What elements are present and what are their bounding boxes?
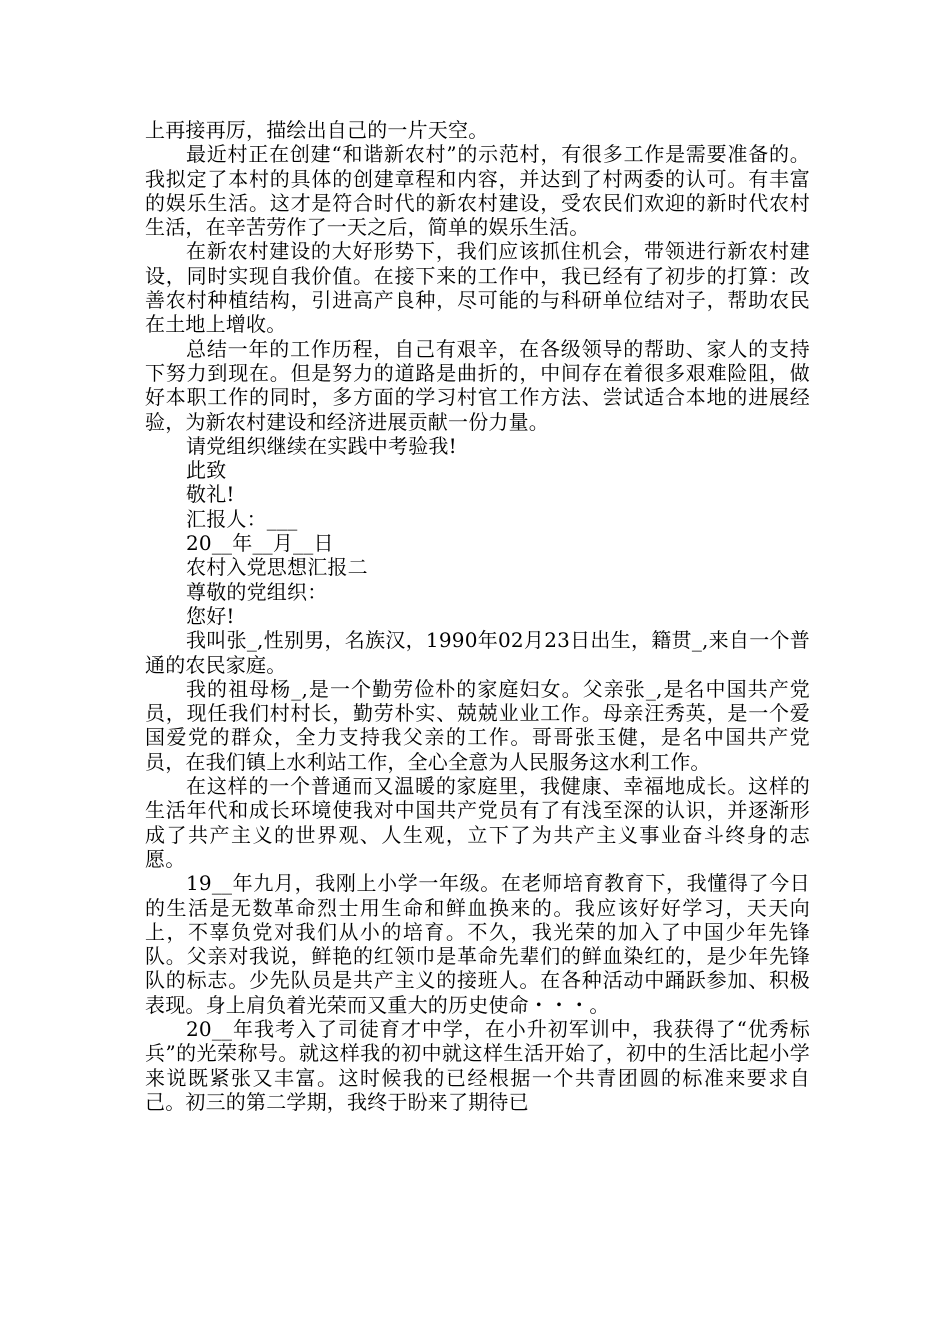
closing-salutation: 此致 <box>186 458 227 483</box>
paragraph-middle-school: 20__年我考入了司徒育才中学，在小升初军训中，我获得了“优秀标兵”的光荣称号。就这样我的初中就这样生活开始了，初中的生活比起小学来说既紧张又丰富。这时候我的已经根据一个共青团圆的标准来要求自己。初三的第二学期，我终于盼来了期待已 <box>145 1016 810 1114</box>
closing-regards: 敬礼! <box>186 482 235 507</box>
section-title: 农村入党思想汇报二 <box>186 555 368 580</box>
paragraph-village-demo: 最近村正在创建“和谐新农村”的示范村，有很多工作是需要准备的。我拟定了本村的具体的创建章程和内容，并达到了村两委的认可。有丰富的娱乐生活。这才是符合时代的新农村建设，受农民们欢迎的新时代农村生活，在辛苦劳作了一天之后，简单的娱乐生活。 <box>145 142 810 240</box>
paragraph-request: 请党组织继续在实践中考验我! <box>186 433 457 458</box>
paragraph-upbringing: 在这样的一个普通而又温暖的家庭里，我健康、幸福地成长。这样的生活年代和成长环境使我对中国共产党员有了有浅至深的认识，并逐渐形成了共产主义的世界观、人生观，立下了为共产主义事业奋斗终身的志愿。 <box>145 774 810 871</box>
document-page <box>145 118 810 1114</box>
paragraph-new-village-plan: 在新农村建设的大好形势下，我们应该抓住机会，带领进行新农村建设，同时实现自我价值。在接下来的工作中，我已经有了初步的打算：改善农村种植结构，引进高产良种，尽可能的与科研单位结对子，帮助农民在土地上增收。 <box>145 239 810 337</box>
date-line: 20__年__月__日 <box>186 531 334 556</box>
paragraph-year-summary: 总结一年的工作历程，自己有艰辛，在各级领导的帮助、家人的支持下努力到现在。但是努力的道路是曲折的，中间存在着很多艰难险阻，做好本职工作的同时，多方面的学习村官工作方法、尝试适合本地的进展经验，为新农村建设和经济进展贡献一份力量。 <box>145 336 810 434</box>
greeting-addressee: 尊敬的党组织： <box>186 579 328 604</box>
paragraph-family: 我的祖母杨_,是一个勤劳俭朴的家庭妇女。父亲张_,是名中国共产党员，现任我们村村长，勤劳朴实、兢兢业业工作。母亲汪秀英，是一个爱国爱党的群众，全力支持我父亲的工作。哥哥张玉健，是名中国共产党员，在我们镇上水利站工作，全心全意为人民服务这水利工作。 <box>145 676 810 774</box>
paragraph-primary-school: 19__年九月，我刚上小学一年级。在老师培育教育下，我懂得了今日的生活是无数革命烈士用生命和鲜血换来的。我应该好好学习，天天向上，不辜负党对我们从小的培育。不久，我光荣的加入了中国少年先锋队。父亲对我说，鲜艳的红领巾是革命先辈们的鲜血染红的，是少年先锋队的标志。少先队员是共产主义的接班人。在各种活动中踊跃参加、积极表现。身上肩负着光荣而又重大的历史使命・・・。 <box>145 871 810 1017</box>
greeting-hello: 您好! <box>186 603 235 628</box>
reporter-line: 汇报人：___ <box>186 506 298 531</box>
paragraph-self-intro: 我叫张_,性别男，名族汉，1990年02月23日出生，籍贯_,来自一个普通的农民家庭。 <box>145 628 810 677</box>
paragraph-continuation: 上再接再厉，描绘出自己的一片天空。 <box>145 118 489 142</box>
